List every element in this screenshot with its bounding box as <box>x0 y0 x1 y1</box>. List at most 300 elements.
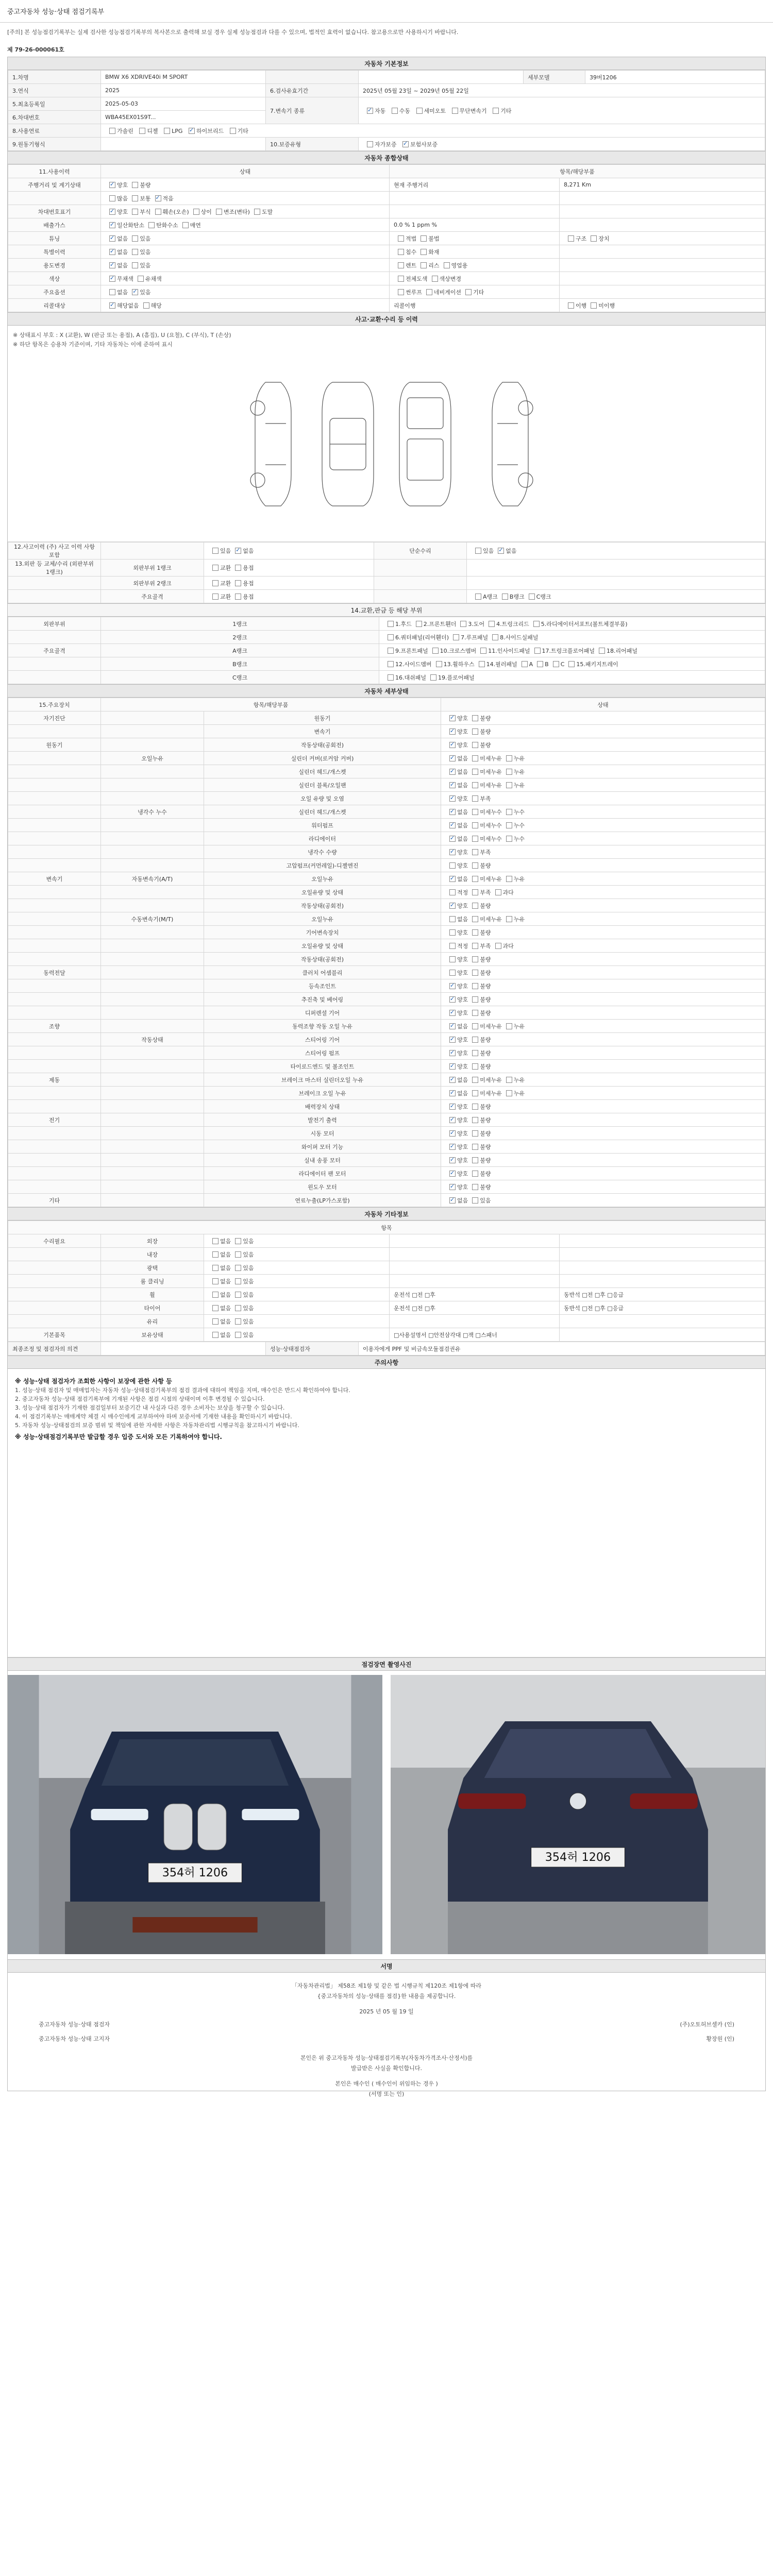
checkbox-icon[interactable] <box>449 755 456 761</box>
checkbox-icon[interactable] <box>506 755 512 761</box>
checkbox-icon[interactable] <box>449 1023 456 1029</box>
option <box>468 1183 491 1191</box>
checkbox-icon[interactable] <box>132 195 138 201</box>
table-row <box>8 792 765 805</box>
checkbox-icon[interactable] <box>553 661 559 667</box>
checkbox-icon[interactable] <box>109 209 115 215</box>
checkbox-icon[interactable] <box>591 302 597 309</box>
checkbox-icon[interactable] <box>472 822 478 828</box>
checkbox-icon[interactable] <box>449 956 456 962</box>
checkbox-icon[interactable] <box>398 276 404 282</box>
checkbox-icon[interactable] <box>143 302 149 309</box>
detail-sub <box>101 939 204 953</box>
checkbox-icon[interactable] <box>109 195 115 201</box>
checkbox-icon[interactable] <box>472 903 478 909</box>
checkbox-icon[interactable] <box>591 235 597 242</box>
checkbox-icon[interactable] <box>449 1117 456 1123</box>
checkbox-icon[interactable] <box>235 1251 241 1258</box>
option-label: 없음 <box>457 916 468 923</box>
checkbox-icon[interactable] <box>432 648 439 654</box>
checkbox-icon[interactable] <box>132 249 138 255</box>
checkbox-icon[interactable] <box>449 1184 456 1190</box>
checkbox-icon[interactable] <box>506 809 512 815</box>
option <box>445 942 468 950</box>
detail-sub <box>101 1006 204 1020</box>
checkbox-icon[interactable] <box>449 996 456 1003</box>
other-extra <box>390 1275 560 1288</box>
checkbox-icon[interactable] <box>432 276 438 282</box>
detail-options <box>441 926 765 939</box>
option-label: 없음 <box>457 1197 468 1204</box>
checkbox-icon[interactable] <box>534 648 541 654</box>
checkbox-icon[interactable] <box>472 728 478 735</box>
checkbox-icon[interactable] <box>472 755 478 761</box>
other-extra2: 동반석 □전 □후 □응급 <box>560 1301 765 1315</box>
option-label: 없음 <box>457 835 468 842</box>
checkbox-icon[interactable] <box>109 289 115 295</box>
checkbox-icon[interactable] <box>449 1130 456 1137</box>
checkbox-icon[interactable] <box>109 249 115 255</box>
checkbox-icon[interactable] <box>235 565 241 571</box>
checkbox-icon[interactable] <box>506 876 512 882</box>
checkbox-icon[interactable] <box>421 249 427 255</box>
checkbox-icon[interactable] <box>472 1184 478 1190</box>
value-vin: WBA45EX01S9T... <box>101 111 266 124</box>
checkbox-icon[interactable] <box>212 594 219 600</box>
checkbox-icon[interactable] <box>398 235 404 242</box>
checkbox-icon[interactable] <box>138 276 144 282</box>
checkbox-icon[interactable] <box>416 108 423 114</box>
checkbox-icon[interactable] <box>449 782 456 788</box>
detail-group <box>8 765 101 778</box>
option-label: C <box>560 660 565 668</box>
option <box>502 1022 525 1030</box>
checkbox-icon[interactable] <box>189 128 195 134</box>
checkbox-icon[interactable] <box>235 1292 241 1298</box>
option <box>449 633 488 641</box>
table-row <box>8 845 765 859</box>
checkbox-icon[interactable] <box>472 889 478 895</box>
checkbox-icon[interactable] <box>502 594 508 600</box>
checkbox-icon[interactable] <box>449 943 456 949</box>
checkbox-icon[interactable] <box>388 661 394 667</box>
checkbox-icon[interactable] <box>472 956 478 962</box>
option-label: 썬루프 <box>406 289 422 296</box>
option <box>105 194 128 202</box>
table-row <box>8 205 765 218</box>
checkbox-icon[interactable] <box>388 648 394 654</box>
option <box>468 888 491 896</box>
option-label: 용접 <box>243 565 254 571</box>
checkbox-icon[interactable] <box>529 594 535 600</box>
option-label: 있음 <box>140 235 151 242</box>
checkbox-icon[interactable] <box>109 276 115 282</box>
checkbox-icon[interactable] <box>212 1251 219 1258</box>
option-label: 불량 <box>480 1170 491 1177</box>
checkbox-icon[interactable] <box>449 1197 456 1204</box>
summary-sub-options <box>390 192 560 205</box>
option-label: 없음 <box>117 289 128 296</box>
option <box>105 221 144 229</box>
checkbox-icon[interactable] <box>453 634 459 640</box>
option <box>128 234 150 243</box>
option <box>440 261 468 269</box>
checkbox-icon[interactable] <box>109 235 115 242</box>
checkbox-icon[interactable] <box>472 809 478 815</box>
checkbox-icon[interactable] <box>472 983 478 989</box>
option <box>468 821 502 829</box>
checkbox-icon[interactable] <box>449 769 456 775</box>
checkbox-icon[interactable] <box>109 262 115 268</box>
checkbox-icon[interactable] <box>533 621 540 627</box>
checkbox-icon[interactable] <box>449 929 456 936</box>
detail-item: 오일유량 및 상태 <box>204 886 441 899</box>
checkbox-icon[interactable] <box>212 1305 219 1311</box>
option <box>445 848 468 856</box>
checkbox-icon[interactable] <box>449 1157 456 1163</box>
table-row <box>8 272 765 285</box>
checkbox-icon[interactable] <box>388 674 394 681</box>
checkbox-icon[interactable] <box>480 648 486 654</box>
option-label: 양호 <box>457 795 468 802</box>
detail-sub: 작동상태 <box>101 1033 204 1046</box>
parts-group: 주요골격 <box>8 644 101 657</box>
option <box>105 208 128 216</box>
checkbox-icon[interactable] <box>498 548 504 554</box>
option-label: 불량 <box>480 1103 491 1110</box>
checkbox-icon[interactable] <box>472 1077 478 1083</box>
detail-group <box>8 1140 101 1154</box>
checkbox-icon[interactable] <box>506 1023 512 1029</box>
checkbox-icon[interactable] <box>148 222 155 228</box>
other-item: 광택 <box>101 1261 204 1275</box>
checkbox-icon[interactable] <box>235 1265 241 1271</box>
option-label: 불량 <box>480 902 491 909</box>
other-item: 유리 <box>101 1315 204 1328</box>
parts-options <box>379 657 765 671</box>
checkbox-icon[interactable] <box>230 128 236 134</box>
checkbox-icon[interactable] <box>216 209 222 215</box>
option <box>445 875 468 883</box>
checkbox-icon[interactable] <box>475 548 481 554</box>
summary-value <box>560 285 765 299</box>
detail-group <box>8 1033 101 1046</box>
checkbox-icon[interactable] <box>506 822 512 828</box>
checkbox-icon[interactable] <box>392 108 398 114</box>
checkbox-icon[interactable] <box>449 862 456 869</box>
checkbox-icon[interactable] <box>388 621 394 627</box>
checkbox-icon[interactable] <box>449 742 456 748</box>
checkbox-icon[interactable] <box>139 128 145 134</box>
detail-options <box>441 1180 765 1194</box>
checkbox-icon[interactable] <box>472 1010 478 1016</box>
option-label: 양호 <box>457 1036 468 1043</box>
checkbox-icon[interactable] <box>449 795 456 802</box>
detail-options <box>441 832 765 845</box>
checkbox-icon[interactable] <box>449 836 456 842</box>
checkbox-icon[interactable] <box>472 849 478 855</box>
checkbox-icon[interactable] <box>506 916 512 922</box>
inspector-label: 중고자동차 성능·상태 점검자 <box>39 2021 110 2028</box>
checkbox-icon[interactable] <box>472 1144 478 1150</box>
checkbox-icon[interactable] <box>449 903 456 909</box>
option-label: 변조(변타) <box>223 208 250 215</box>
checkbox-icon[interactable] <box>109 302 115 309</box>
option <box>468 1076 502 1084</box>
checkbox-icon[interactable] <box>235 1318 241 1325</box>
checkbox-icon[interactable] <box>449 889 456 895</box>
checkbox-icon[interactable] <box>212 565 219 571</box>
checkbox-icon[interactable] <box>472 782 478 788</box>
checkbox-icon[interactable] <box>472 996 478 1003</box>
warranty-options: 자가보증 ✓ 보험사보증 <box>359 138 765 151</box>
option <box>468 1129 491 1138</box>
checkbox-icon[interactable] <box>444 262 450 268</box>
checkbox-icon[interactable] <box>398 289 404 295</box>
checkbox-icon[interactable] <box>568 235 574 242</box>
option <box>468 754 502 762</box>
option <box>178 221 201 229</box>
checkbox-icon[interactable] <box>132 235 138 242</box>
checkbox-icon[interactable] <box>495 889 501 895</box>
option-label: 불법 <box>428 235 440 242</box>
summary-sub-options <box>390 299 560 312</box>
checkbox-icon[interactable] <box>235 594 241 600</box>
checkbox-icon[interactable] <box>472 1023 478 1029</box>
table-row <box>8 859 765 872</box>
other-options <box>204 1301 390 1315</box>
checkbox-icon[interactable] <box>449 1090 456 1096</box>
checkbox-icon[interactable] <box>449 983 456 989</box>
checkbox-icon[interactable] <box>449 715 456 721</box>
checkbox-icon[interactable] <box>388 634 394 640</box>
checkbox-icon[interactable] <box>421 262 427 268</box>
checkbox-icon[interactable] <box>182 222 189 228</box>
table-row <box>8 285 765 299</box>
checkbox-icon[interactable] <box>452 108 458 114</box>
checkbox-icon[interactable] <box>235 1238 241 1244</box>
checkbox-icon[interactable] <box>212 1278 219 1284</box>
checkbox-icon[interactable] <box>449 1063 456 1070</box>
checkbox-icon[interactable] <box>449 728 456 735</box>
checkbox-icon[interactable] <box>472 1090 478 1096</box>
checkbox-icon[interactable] <box>489 621 495 627</box>
checkbox-icon[interactable] <box>472 715 478 721</box>
option-label: B <box>545 660 549 668</box>
detail-options <box>441 752 765 765</box>
checkbox-icon[interactable] <box>164 128 170 134</box>
checkbox-icon[interactable] <box>235 580 241 586</box>
option <box>445 1103 468 1111</box>
checkbox-icon[interactable] <box>235 1278 241 1284</box>
detail-sub <box>101 845 204 859</box>
checkbox-icon[interactable] <box>472 1117 478 1123</box>
checkbox-icon[interactable] <box>193 209 199 215</box>
checkbox-icon[interactable] <box>449 822 456 828</box>
checkbox-icon[interactable] <box>367 141 373 147</box>
checkbox-icon[interactable] <box>416 621 422 627</box>
option <box>484 620 529 628</box>
option <box>468 1089 502 1097</box>
detail-sub <box>101 1167 204 1180</box>
detail-group <box>8 845 101 859</box>
checkbox-icon[interactable] <box>472 1171 478 1177</box>
checkbox-icon[interactable] <box>472 1037 478 1043</box>
accident-label2 <box>374 560 467 577</box>
checkbox-icon[interactable] <box>132 289 138 295</box>
checkbox-icon[interactable] <box>495 943 501 949</box>
checkbox-icon[interactable] <box>599 648 605 654</box>
checkbox-icon[interactable] <box>212 1238 219 1244</box>
checkbox-icon[interactable] <box>449 849 456 855</box>
option <box>231 547 254 555</box>
checkbox-icon[interactable] <box>109 222 115 228</box>
checkbox-icon[interactable] <box>472 795 478 802</box>
table-row <box>8 1033 765 1046</box>
basic-info-table <box>8 70 765 151</box>
checkbox-icon[interactable] <box>537 661 543 667</box>
checkbox-icon[interactable] <box>212 1332 219 1338</box>
checkbox-icon[interactable] <box>212 1318 219 1325</box>
checkbox-icon[interactable] <box>398 262 404 268</box>
parts-rank: 1랭크 <box>101 617 379 631</box>
checkbox-icon[interactable] <box>472 836 478 842</box>
checkbox-icon[interactable] <box>212 580 219 586</box>
option <box>151 208 189 216</box>
table-row <box>8 1248 765 1261</box>
checkbox-icon[interactable] <box>132 262 138 268</box>
checkbox-icon[interactable] <box>449 809 456 815</box>
checkbox-icon[interactable] <box>472 1197 478 1204</box>
checkbox-icon[interactable] <box>109 128 115 134</box>
checkbox-icon[interactable] <box>449 916 456 922</box>
checkbox-icon[interactable] <box>472 876 478 882</box>
checkbox-icon[interactable] <box>506 836 512 842</box>
detail-options <box>441 886 765 899</box>
detail-group: 제동 <box>8 1073 101 1087</box>
summary-label: 주행거리 및 계기상태 <box>8 178 101 192</box>
note-line: 3. 성능·상태 점검자가 기재한 점검일부터 보증기간 내 사실과 다른 경우 소비자는 보상을 청구할 수 있습니다. <box>15 1404 285 1411</box>
checkbox-icon[interactable] <box>465 289 472 295</box>
checkbox-icon[interactable] <box>492 634 498 640</box>
option <box>564 301 586 310</box>
checkbox-icon[interactable] <box>235 1305 241 1311</box>
option-label: 미세누유 <box>480 768 502 775</box>
checkbox-icon[interactable] <box>436 661 442 667</box>
option <box>445 835 468 843</box>
checkbox-icon[interactable] <box>155 195 161 201</box>
parts-group <box>8 657 101 671</box>
label-opinion: 최종조정 및 점검자의 의견 <box>8 1342 101 1355</box>
checkbox-icon[interactable] <box>472 769 478 775</box>
checkbox-icon[interactable] <box>479 661 485 667</box>
checkbox-icon[interactable] <box>449 876 456 882</box>
checkbox-icon[interactable] <box>472 862 478 869</box>
option-label: 있음 <box>243 1278 254 1285</box>
option <box>445 1183 468 1191</box>
checkbox-icon[interactable] <box>472 1157 478 1163</box>
checkbox-icon[interactable] <box>421 235 427 242</box>
checkbox-icon[interactable] <box>460 621 466 627</box>
option-label: B랭크 <box>509 593 525 600</box>
checkbox-icon[interactable] <box>398 249 404 255</box>
detail-item: 스티어링 기어 <box>204 1033 441 1046</box>
consent-line: 본인은 매수인 ( 매수인이 위임하는 경우 ) <box>335 2080 438 2087</box>
checkbox-icon[interactable] <box>506 782 512 788</box>
option-label: 과다 <box>502 889 514 896</box>
checkbox-icon[interactable] <box>109 182 115 188</box>
checkbox-icon[interactable] <box>472 916 478 922</box>
checkbox-icon[interactable] <box>449 1077 456 1083</box>
checkbox-icon[interactable] <box>472 742 478 748</box>
option-label: 있음 <box>243 1238 254 1245</box>
checkbox-icon[interactable] <box>472 929 478 936</box>
option <box>422 288 461 296</box>
checkbox-icon[interactable] <box>132 182 138 188</box>
checkbox-icon[interactable] <box>449 1104 456 1110</box>
checkbox-icon[interactable] <box>402 141 409 147</box>
checkbox-icon[interactable] <box>568 302 574 309</box>
label-detail-model: 세부모델 <box>524 71 585 84</box>
checkbox-icon[interactable] <box>506 769 512 775</box>
checkbox-icon[interactable] <box>506 1077 512 1083</box>
summary-value <box>560 205 765 218</box>
checkbox-icon[interactable] <box>367 108 373 114</box>
checkbox-icon[interactable] <box>522 661 528 667</box>
table-row <box>8 872 765 886</box>
option <box>468 1143 491 1151</box>
checkbox-icon[interactable] <box>235 1332 241 1338</box>
checkbox-icon[interactable] <box>212 1265 219 1271</box>
checkbox-icon[interactable] <box>155 209 161 215</box>
accident-sub: 주요골격 <box>101 590 204 603</box>
checkbox-icon[interactable] <box>472 1104 478 1110</box>
checkbox-icon[interactable] <box>506 1090 512 1096</box>
checkbox-icon[interactable] <box>472 970 478 976</box>
detail-item: 클러치 어셈블리 <box>204 966 441 979</box>
checkbox-icon[interactable] <box>426 289 432 295</box>
checkbox-icon[interactable] <box>475 594 481 600</box>
checkbox-icon[interactable] <box>568 661 575 667</box>
option-label: 14.필러패널 <box>486 660 517 668</box>
checkbox-icon[interactable] <box>430 674 436 681</box>
checkbox-icon[interactable] <box>449 1037 456 1043</box>
option <box>498 592 525 601</box>
detail-group: 자기진단 <box>8 711 101 725</box>
checkbox-icon[interactable] <box>212 548 219 554</box>
checkbox-icon[interactable] <box>449 1010 456 1016</box>
checkbox-icon[interactable] <box>254 209 260 215</box>
checkbox-icon[interactable] <box>449 1144 456 1150</box>
checkbox-icon[interactable] <box>472 1050 478 1056</box>
checkbox-icon[interactable] <box>493 108 499 114</box>
option <box>105 181 128 189</box>
option-label: 10.크로스멤버 <box>440 647 477 654</box>
option-label: 색상변경 <box>439 275 462 282</box>
checkbox-icon[interactable] <box>449 970 456 976</box>
accident-label <box>8 590 101 603</box>
checkbox-icon[interactable] <box>235 548 241 554</box>
checkbox-icon[interactable] <box>472 943 478 949</box>
transmission-options: ✓ 자동 수동 세미오토 무단변속기 기타 <box>359 97 765 124</box>
checkbox-icon[interactable] <box>449 1050 456 1056</box>
checkbox-icon[interactable] <box>472 1130 478 1137</box>
checkbox-icon[interactable] <box>132 209 138 215</box>
checkbox-icon[interactable] <box>449 1171 456 1177</box>
checkbox-icon[interactable] <box>212 1292 219 1298</box>
checkbox-icon[interactable] <box>472 1063 478 1070</box>
option <box>445 1129 468 1138</box>
